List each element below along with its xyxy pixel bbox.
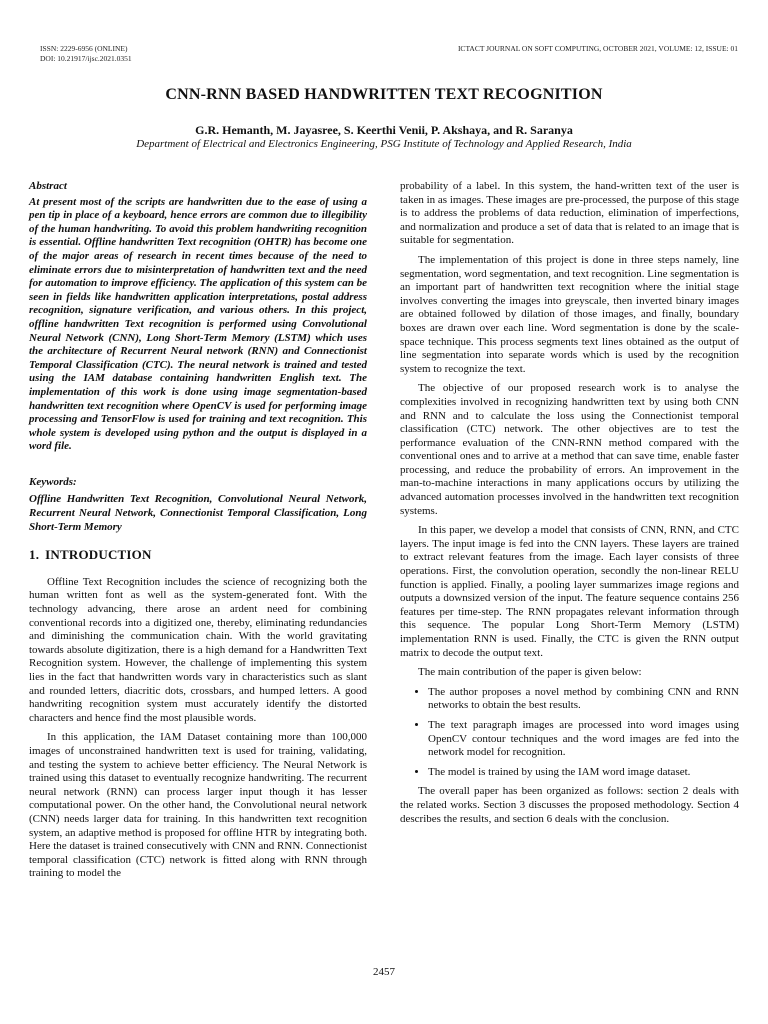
keywords-label: Keywords: xyxy=(29,475,77,488)
list-item: • The model is trained by using the IAM word image dataset. xyxy=(428,766,739,780)
list-item: • The text paragraph images are processed into word images using OpenCV contour techniques and the word images are fed into the network model for recognition. xyxy=(428,719,739,760)
paragraph: The implementation of this project is done in three steps namely, line segmentation, word segmentation, and text recognition. Line segmentation is an important part of handwritten text recognition where the initial stage involves converting the images into greyscale, then inverted binary images are obtained followed by dilation of those images, and finally, boundary boxes are drawn over each line. Word segmentation is done by the scale-space technique. This process segments text lines obtained as the output of line segmentation into separate words which is used by the recognition system to recognize the text. xyxy=(400,253,739,375)
page-number: 2457 xyxy=(373,966,395,978)
list-item: • The author proposes a novel method by combining CNN and RNN networks to obtain the best results. xyxy=(428,686,739,713)
header-left xyxy=(40,44,132,64)
keywords-text: Offline Handwritten Text Recognition, Convolutional Neural Network, Recurrent Neural Network, Connectionist Temporal Classification, Long Short-Term Memory xyxy=(29,493,367,533)
paragraph: The objective of our proposed research work is to analyse the complexities involved in recognizing handwritten text by using both CNN and RNN and to calculate the loss using the Connectionist temporal classification (CTC) network. The other objectives are to test the performance evaluation of the CNN-RNN method compared with the conventional ones and to arrive at a method that can save time, enable faster processing, and reduce the probability of errors. An improvement in the man-to-machine interactions in many applications occurs by utilizing the advanced automation processes involved in the handwritten text recognition systems. xyxy=(400,382,739,517)
paragraph: The main contribution of the paper is given below: xyxy=(418,666,642,679)
paragraph: probability of a label. In this system, the hand-written text of the user is taken in as images. These images are pre-processed, the purpose of this stage is to address the problems of data reduction, elimination of imperfections, and normalization and produce a set of data that is related to an image that is suitable for segmentation. xyxy=(400,180,739,247)
paragraph: In this application, the IAM Dataset containing more than 100,000 images of unconstrained handwritten text is used for training, validating, and testing the system to achieve better efficiency. The Neural Network is trained using this dataset to eventually recognize handwriting. The recurrent neural network (RNN) can process larger input though it has lesser computational power. On the other hand, the Convolutional neural network (CNN) needs larger data for training. In this handwritten text recognition system, an adaptive method is proposed for offline HTR by integrating both. Here the dataset is trained consecutively with CNN and RNN. Connectionist temporal classification (CTC) network is fitted along with RNN through training to model the xyxy=(29,731,367,880)
journal-header: ICTACT JOURNAL ON SOFT COMPUTING, OCTOBER 2021, VOLUME: 12, ISSUE: 01 xyxy=(457,44,738,53)
section-number: 1. xyxy=(29,547,40,563)
doi-text: DOI: 10.21917/ijsc.2021.0351 xyxy=(40,54,132,63)
author-list: G.R. Hemanth, M. Jayasree, S. Keerthi Venii, P. Akshaya, and R. Saranya xyxy=(195,123,573,137)
paragraph: In this paper, we develop a model that consists of CNN, RNN, and CTC layers. The input image is fed into the CNN layers. These layers are trained to extract relevant features from the image. Each layer consists of three operations. First, the convolution operation, secondly the non-linear RELU function is applied. Finally, a pooling layer summarizes image regions and outputs a downsized version of the input. The feature sequence contains 256 features per time-step. The RNN propagates relevant information through this sequence. The popular Long Short-Term Memory (LSTM) implementation RNN is used. Finally, the CTC is given the RNN output matrix to decode the output text. xyxy=(400,524,739,659)
section-heading xyxy=(29,548,367,562)
left-column xyxy=(29,180,367,887)
right-column xyxy=(400,180,739,832)
paper-title: CNN-RNN BASED HANDWRITTEN TEXT RECOGNITION xyxy=(165,86,603,103)
paragraph: The overall paper has been organized as follows: section 2 deals with the related works. Section 3 discusses the proposed methodology. Section 4 describes the results, and section 6 deals with the conclusion. xyxy=(400,785,739,825)
affiliation: Department of Electrical and Electronics Engineering, PSG Institute of Technology and Applied Research, India xyxy=(136,138,632,150)
issn-text: ISSN: 2229-6956 (ONLINE) xyxy=(40,44,128,53)
contribution-list xyxy=(400,686,739,780)
abstract-label: Abstract xyxy=(29,180,67,192)
abstract-text: At present most of the scripts are handwritten due to the ease of using a pen tip in place of a keyboard, hence errors are common due to illegibility of the human handwriting. To avoid this problem handwriting recognition is essential. Offline handwritten Text recognition (OHTR) has become one of the major areas of research in recent times because of the need to eliminate errors due to misinterpretation of handwritten text and the need for automation to improve efficiency. The application of this system can be seen in fields like handwritten application interpretations, postal address recognition, signature verification, and various others. In this project, offline handwritten Text recognition is performed using Convolutional Neural Network (CNN), Long Short-Term Memory (LSTM) which uses the architecture of Recurrent Neural network (RNN) and Connectionist Temporal Classification (CTC). The neural network is trained and tested using the IAM database containing handwritten English text. The implementation of this work is done using image segmentation-based handwritten text recognition where OpenCV is used for performing image processing and TensorFlow is used for training and text recognition. This whole system is developed using python and the output is displayed in a word file. xyxy=(29,195,367,453)
paragraph: Offline Text Recognition includes the science of recognizing both the human written font as well as the system-generated font. With the technology advancing, there arose an ardent need for combining conventional records into a digitized one, thereby, eliminating redundancies and diminishing the communication chain. With the world gravitating towards absolute digitization, there is a high demand for a Handwritten Text Recognition system. However, the challenge of implementing this system lies in the fact that handwritten words vary in characteristics such as slant and rounded letters, diacritic dots, crossbars, and humped letters. A good handwriting recognition system must accurately identify the distorted characters and hence find the most plausible words. xyxy=(29,575,367,724)
section-title: INTRODUCTION xyxy=(45,547,152,563)
